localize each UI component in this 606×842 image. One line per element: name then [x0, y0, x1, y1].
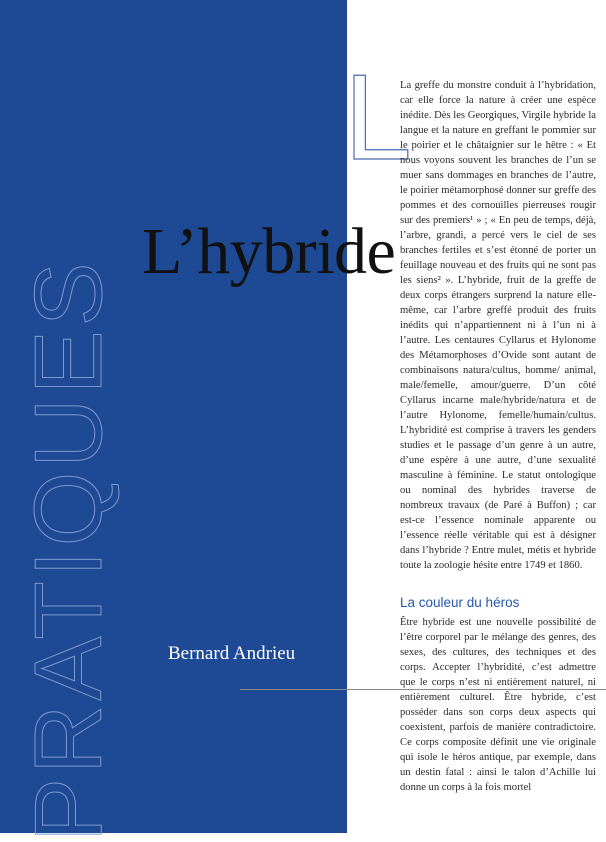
- drop-cap-letter: L: [344, 49, 412, 185]
- article-title: L’hybride: [142, 215, 396, 288]
- body-paragraph: La greffe du monstre conduit à l’hybridation, car elle force la nature à créer une espèce inédite. Dès les Georgiques, Virgile hybride la langue et la nature en greffant le pommier sur le poirier et le châtaignier sur le hêtre : « Et nous voyons souvent les branches de l’un se muer sans dommages en branches de l’autre, le poirier métamorphosé donner sur greffe des pommes et des cornouilles pierreuses rougir sur des premiers¹ » ; « En peu de temps, déjà, l’arbre, grandi, a percé vers le ciel de ses branches fertiles et s’est étonné de porter un feuillage nouveau et des fruits qui ne sont pas les siens² ». L’hybride, fruit de la greffe de deux corps étrangers surprend la nature elle-même, car l’arbre greffé produit des fruits inédits qui n’appartiennent ni à l’un ni à l’autre. Les centaures Cyllarus et Hylonome des Métamorphoses d’Ovide sont autant de combinaisons natura/cultus, homme/ animal, male/femelle, amour/guerre. D’un côté Cyllarus incarne male/hybride/natura et de l’autre Hylonome, femelle/humain/cultus. L’hybridité est comprise à travers les genders studies et le passage d’un genre à un autre, d’une espère à une autre, d’une sexualité masculine à féminine. Le statut ontologique ou nominal des hybrides traverse de nombreux travaux (de Paré à Buffon) ; car est-ce l’essence nominale apparente ou l’essence réelle véritable qui est à désigner dans l’hybride ? Entre mulet, métis et hybride toute la zoologie hésite entre 1749 et 1860.: [400, 80, 596, 571]
- section-heading: La couleur du héros: [400, 595, 520, 610]
- section-vertical-title: PRATIQUES: [15, 258, 122, 842]
- body-paragraph: Être hybride est une nouvelle possibilité de l’être corporel par le mélange des genres, des sexes, des cultures, des techniques et des corps. Accepter l’hybridité, c’est admettre que le corps n’est ni entièrement naturel, ni entièrement culturel. Être hybride, c’est posséder dans son corps deux aspects qui coexistent, parfois de manière contradictoire. Ce corps composite définit une vie originale qui isole le héros antique, par exemple, dans un destin fatal : ainsi le talon d’Achille lui donne un corps à la fois mortel: [400, 617, 596, 793]
- horizontal-divider: [240, 689, 606, 690]
- article-body: [400, 78, 596, 795]
- author-name: Bernard Andrieu: [168, 643, 296, 664]
